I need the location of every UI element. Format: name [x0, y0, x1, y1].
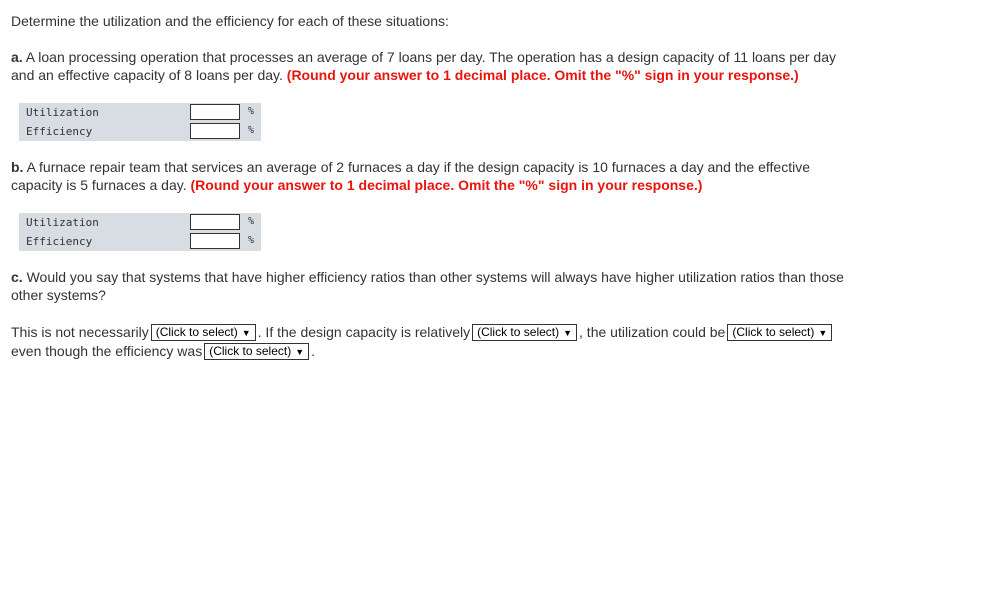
part-b-letter: b. — [11, 159, 24, 175]
dropdown-select-4[interactable] — [204, 343, 309, 360]
part-a-answer-table — [19, 103, 261, 141]
part-a-efficiency-input[interactable] — [190, 123, 240, 139]
sentence-segment: This is not necessarily — [11, 324, 149, 340]
part-b-line-2 — [11, 176, 702, 194]
efficiency-label: Efficiency — [26, 235, 93, 248]
caret-down-icon: ▼ — [295, 347, 305, 357]
part-a-instruction: (Round your answer to 1 decimal place. Omit the "%" sign in your response.) — [286, 67, 799, 83]
part-c-text-1: Would you say that systems that have higher efficiency ratios than other systems will always have higher utilization ratios than those — [22, 269, 844, 285]
part-a-line-2 — [11, 66, 799, 84]
percent-sign: % — [248, 235, 255, 246]
part-a-text-1: A loan processing operation that processes an average of 7 loans per day. The operation has a design capacity of 11 loans per day — [22, 49, 836, 65]
utilization-label: Utilization — [26, 106, 99, 119]
dropdown-selected-value: (Click to select) — [732, 325, 815, 339]
part-a-utilization-input[interactable] — [190, 104, 240, 120]
part-b-instruction: (Round your answer to 1 decimal place. Omit the "%" sign in your response.) — [190, 177, 703, 193]
part-b-text-1: A furnace repair team that services an average of 2 furnaces a day if the design capacity is 10 furnaces a day and the effective — [23, 159, 810, 175]
part-b-utilization-input[interactable] — [190, 214, 240, 230]
sentence-segment: . — [311, 343, 316, 359]
part-c-line-1 — [11, 268, 844, 286]
part-b-answer-table — [19, 213, 261, 251]
sentence-segment: , the utilization could be — [579, 324, 726, 340]
intro-text: Determine the utilization and the efficiency for each of these situations: — [11, 13, 449, 29]
caret-down-icon: ▼ — [241, 328, 251, 338]
part-a-text-2: and an effective capacity of 8 loans per day. — [11, 67, 287, 83]
part-c-line-2: other systems? — [11, 287, 106, 303]
part-a-line-1 — [11, 48, 836, 66]
percent-sign: % — [248, 125, 255, 136]
dropdown-selected-value: (Click to select) — [209, 344, 292, 358]
percent-sign: % — [248, 216, 255, 227]
percent-sign: % — [248, 106, 255, 117]
caret-down-icon: ▼ — [563, 328, 573, 338]
efficiency-label: Efficiency — [26, 125, 93, 138]
dropdown-select-1[interactable] — [151, 324, 256, 341]
caret-down-icon: ▼ — [818, 328, 828, 338]
part-b-line-1 — [11, 158, 810, 176]
part-b-efficiency-input[interactable] — [190, 233, 240, 249]
part-b-text-2: capacity is 5 furnaces a day. — [11, 177, 191, 193]
utilization-label: Utilization — [26, 216, 99, 229]
part-c-sentence-line-2 — [11, 342, 315, 360]
dropdown-selected-value: (Click to select) — [477, 325, 560, 339]
dropdown-select-2[interactable] — [472, 324, 577, 341]
sentence-segment: . If the design capacity is relatively — [257, 324, 471, 340]
part-c-sentence-line-1 — [11, 323, 834, 341]
sentence-segment: even though the efficiency was — [11, 343, 203, 359]
dropdown-selected-value: (Click to select) — [155, 325, 238, 339]
part-a-letter: a. — [11, 49, 23, 65]
part-c-letter: c. — [11, 269, 23, 285]
dropdown-select-3[interactable] — [727, 324, 832, 341]
